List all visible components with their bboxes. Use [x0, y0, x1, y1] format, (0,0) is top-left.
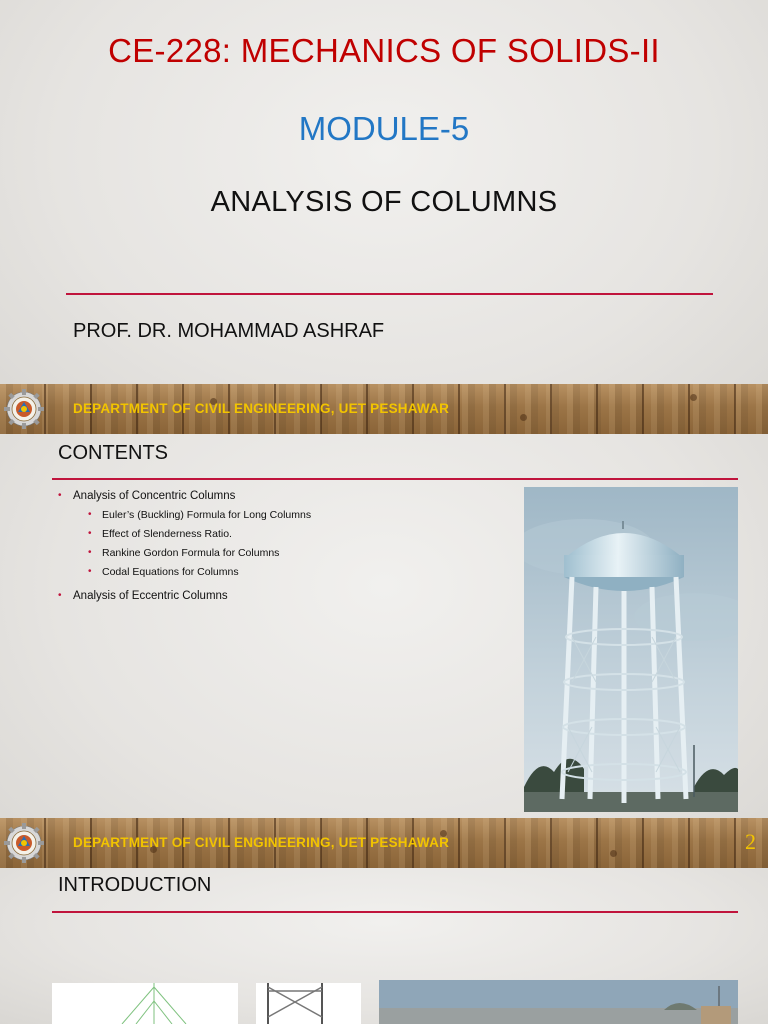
department-label: DEPARTMENT OF CIVIL ENGINEERING, UET PESHAWAR: [73, 835, 450, 850]
page-number: 2: [745, 829, 756, 854]
department-label: DEPARTMENT OF CIVIL ENGINEERING, UET PESHAWAR: [73, 401, 450, 416]
sub-list-item: • Codal Equations for Columns: [88, 566, 498, 578]
module-title: MODULE-5: [298, 110, 470, 147]
list-item: [58, 490, 498, 578]
sub-list-item: • Effect of Slenderness Ratio.: [88, 528, 498, 540]
author-name: PROF. DR. MOHAMMAD ASHRAF: [73, 320, 385, 342]
topic-title: ANALYSIS OF COLUMNS: [210, 186, 558, 218]
sub-list: [73, 509, 498, 578]
introduction-slide: [0, 868, 768, 1024]
mast-drawing-image: [52, 983, 238, 1024]
course-title: CE-228: MECHANICS OF SOLIDS-II: [108, 32, 660, 69]
list-item: [58, 590, 498, 602]
list-item-label: Analysis of Eccentric Columns: [73, 590, 228, 602]
list-item-label: Analysis of Concentric Columns: [73, 490, 236, 502]
lattice-tower-image: [256, 983, 361, 1024]
contents-heading: CONTENTS: [58, 442, 168, 464]
divider-rule: [52, 478, 738, 480]
uet-logo-icon: [3, 822, 45, 864]
title-slide: [0, 0, 768, 434]
building-photo: [379, 980, 738, 1024]
divider-rule: [66, 293, 713, 295]
footer-bar: [0, 384, 768, 434]
sub-list-item: • Rankine Gordon Formula for Columns: [88, 547, 498, 559]
divider-rule: [52, 911, 738, 913]
introduction-heading: INTRODUCTION: [58, 874, 212, 896]
sub-list-item: • Euler’s (Buckling) Formula for Long Columns: [88, 509, 498, 521]
footer-bar: [0, 818, 768, 868]
contents-slide: [0, 434, 768, 868]
water-tower-photo: [524, 487, 738, 812]
contents-list: [58, 490, 498, 602]
uet-logo-icon: [3, 388, 45, 430]
